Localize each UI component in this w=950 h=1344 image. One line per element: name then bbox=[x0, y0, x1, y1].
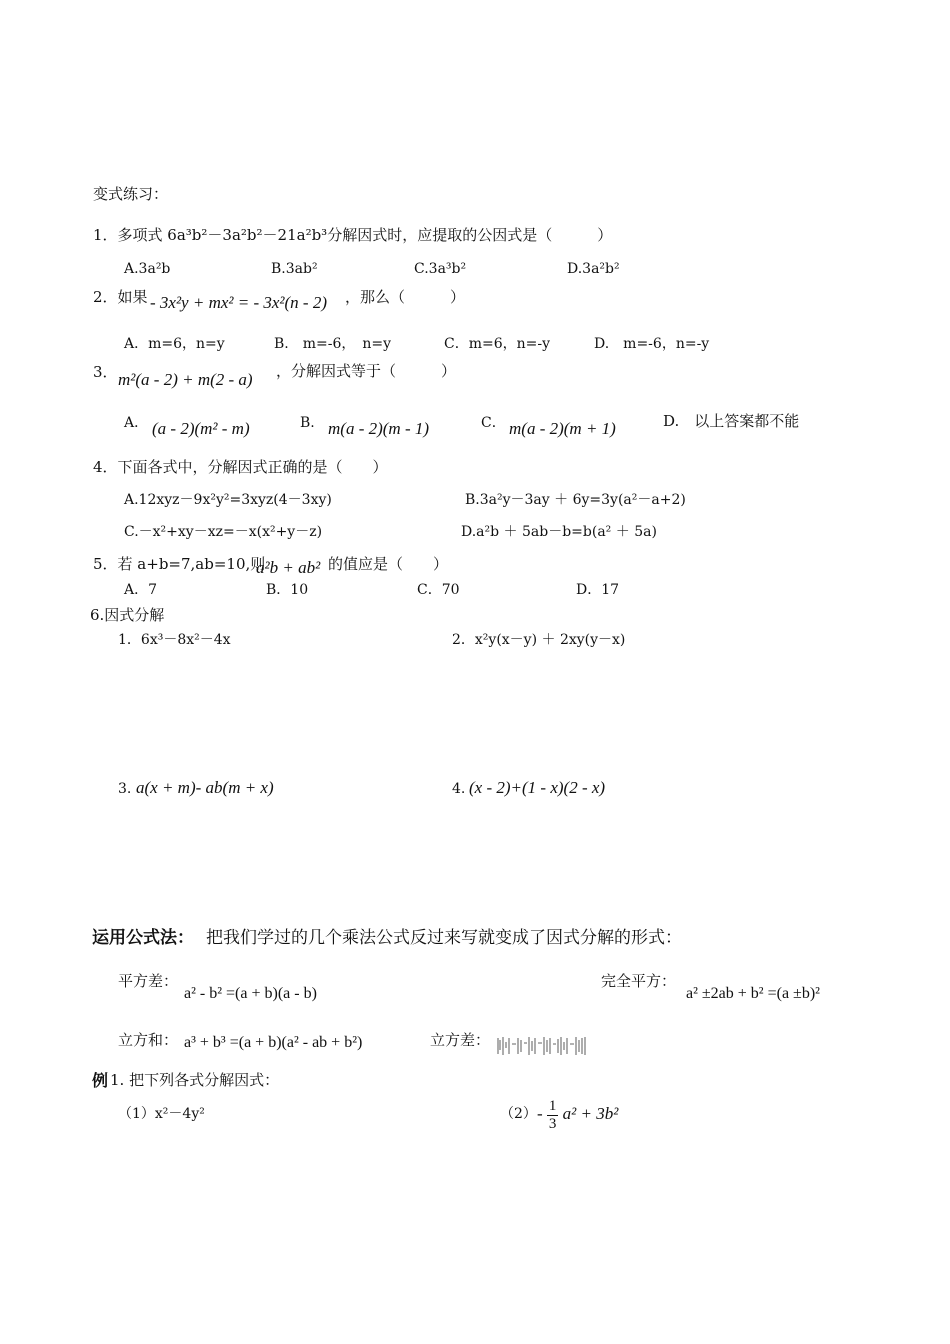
q3-option-d: D. 以上答案都不能 bbox=[663, 412, 800, 430]
q5-option-a: A．7 bbox=[124, 582, 158, 598]
q3-option-c-label: C． bbox=[481, 415, 506, 431]
q4-option-d: D.a²b ＋ 5ab－b=b(a² ＋ 5a) bbox=[461, 524, 657, 540]
q4-option-c: C.－x²+xy－xz=－x(x²+y－z) bbox=[124, 524, 323, 540]
q3-tail: ，分解因式等于（ ） bbox=[276, 362, 457, 380]
q3-formula: m²(a - 2) + m(2 - a) bbox=[118, 370, 253, 389]
q6-problem-4-label: 4. bbox=[452, 781, 466, 797]
q6-problem-1: 1．6x³－8x²－4x bbox=[118, 632, 231, 648]
q5-tail: 的值应是（ ） bbox=[328, 555, 449, 573]
q6-title: 6.因式分解 bbox=[90, 606, 165, 624]
q5-option-b: B．10 bbox=[266, 582, 309, 598]
garbled-formula-icon bbox=[496, 1034, 588, 1058]
example-problem-1: （1）x²－4y² bbox=[118, 1106, 205, 1122]
q3-option-a-formula: (a - 2)(m² - m) bbox=[152, 419, 250, 438]
example-label: 例 bbox=[92, 1071, 109, 1090]
q5-formula: a²b + ab² bbox=[256, 558, 321, 577]
formula-method-description: 把我们学过的几个乘法公式反过来写就变成了因式分解的形式： bbox=[206, 928, 682, 948]
q4-option-a: A.12xyz－9x²y²=3xyz(4－3xy) bbox=[124, 492, 332, 508]
q1-option-d: D.3a²b² bbox=[567, 261, 620, 277]
diff-cubes-formula-image bbox=[496, 1034, 588, 1061]
q1-option-b: B.3ab² bbox=[271, 261, 318, 277]
sum-cubes-formula: a³ + b³ =(a + b)(a² - ab + b²) bbox=[184, 1034, 363, 1051]
example-problem-2-label: （2） bbox=[500, 1106, 537, 1122]
q1-option-a: A.3a²b bbox=[124, 261, 171, 277]
q3-option-c-formula: m(a - 2)(m + 1) bbox=[509, 419, 616, 438]
q1-stem: 1．多项式 6a³b²－3a²b²－21a²b³分解因式时，应提取的公因式是（ ） bbox=[93, 226, 613, 244]
q6-problem-3-formula: a(x + m)- ab(m + x) bbox=[136, 778, 274, 797]
q2-option-b: B. m=-6， n=y bbox=[274, 336, 392, 352]
q6-problem-2: 2．x²y(x－y) ＋ 2xy(y－x) bbox=[452, 632, 626, 648]
q5-option-c: C．70 bbox=[417, 582, 460, 598]
example-title: 1. 把下列各式分解因式： bbox=[110, 1071, 280, 1089]
q4-option-b: B.3a²y－3ay ＋ 6y=3y(a²－a+2) bbox=[465, 492, 686, 508]
q5-lead: 5．若 a+b=7,ab=10,则 bbox=[93, 555, 266, 573]
q3-option-b-formula: m(a - 2)(m - 1) bbox=[328, 419, 430, 438]
q4-stem: 4．下面各式中，分解因式正确的是（ ） bbox=[93, 458, 388, 476]
q5-option-d: D．17 bbox=[576, 582, 620, 598]
perfect-square-formula: a² ±2ab + b² =(a ±b)² bbox=[686, 985, 820, 1002]
q3-option-b-label: B. bbox=[300, 415, 315, 431]
q2-formula: - 3x²y + mx² = - 3x²(n - 2) bbox=[150, 293, 327, 312]
q6-problem-3-label: 3. bbox=[118, 781, 132, 797]
diff-cubes-label: 立方差： bbox=[430, 1031, 491, 1049]
q6-problem-4-formula: (x - 2)+(1 - x)(2 - x) bbox=[469, 778, 606, 797]
q3-option-a-label: A． bbox=[124, 415, 149, 431]
fraction: $\frac{1}{3}$ bbox=[548, 1098, 557, 1132]
q1-option-c: C.3a³b² bbox=[414, 261, 467, 277]
section-title: 变式练习： bbox=[93, 185, 169, 203]
sum-cubes-label: 立方和： bbox=[118, 1031, 179, 1049]
example-problem-2-formula: - $\frac{1}{3}$ a² + 3b² bbox=[537, 1098, 619, 1132]
diff-squares-label: 平方差： bbox=[118, 972, 179, 990]
diff-squares-formula: a² - b² =(a + b)(a - b) bbox=[184, 985, 317, 1002]
q2-option-a: A．m=6，n=y bbox=[124, 336, 225, 352]
perfect-square-label: 完全平方： bbox=[601, 972, 677, 990]
q2-option-d: D. m=-6，n=-y bbox=[594, 336, 710, 352]
q2-option-c: C．m=6，n=-y bbox=[444, 336, 551, 352]
q3-lead: 3． bbox=[93, 363, 118, 381]
q2-lead: 2．如果 bbox=[93, 288, 148, 306]
q2-tail: ，那么（ ） bbox=[345, 288, 466, 306]
formula-method-heading: 运用公式法： bbox=[92, 928, 194, 948]
